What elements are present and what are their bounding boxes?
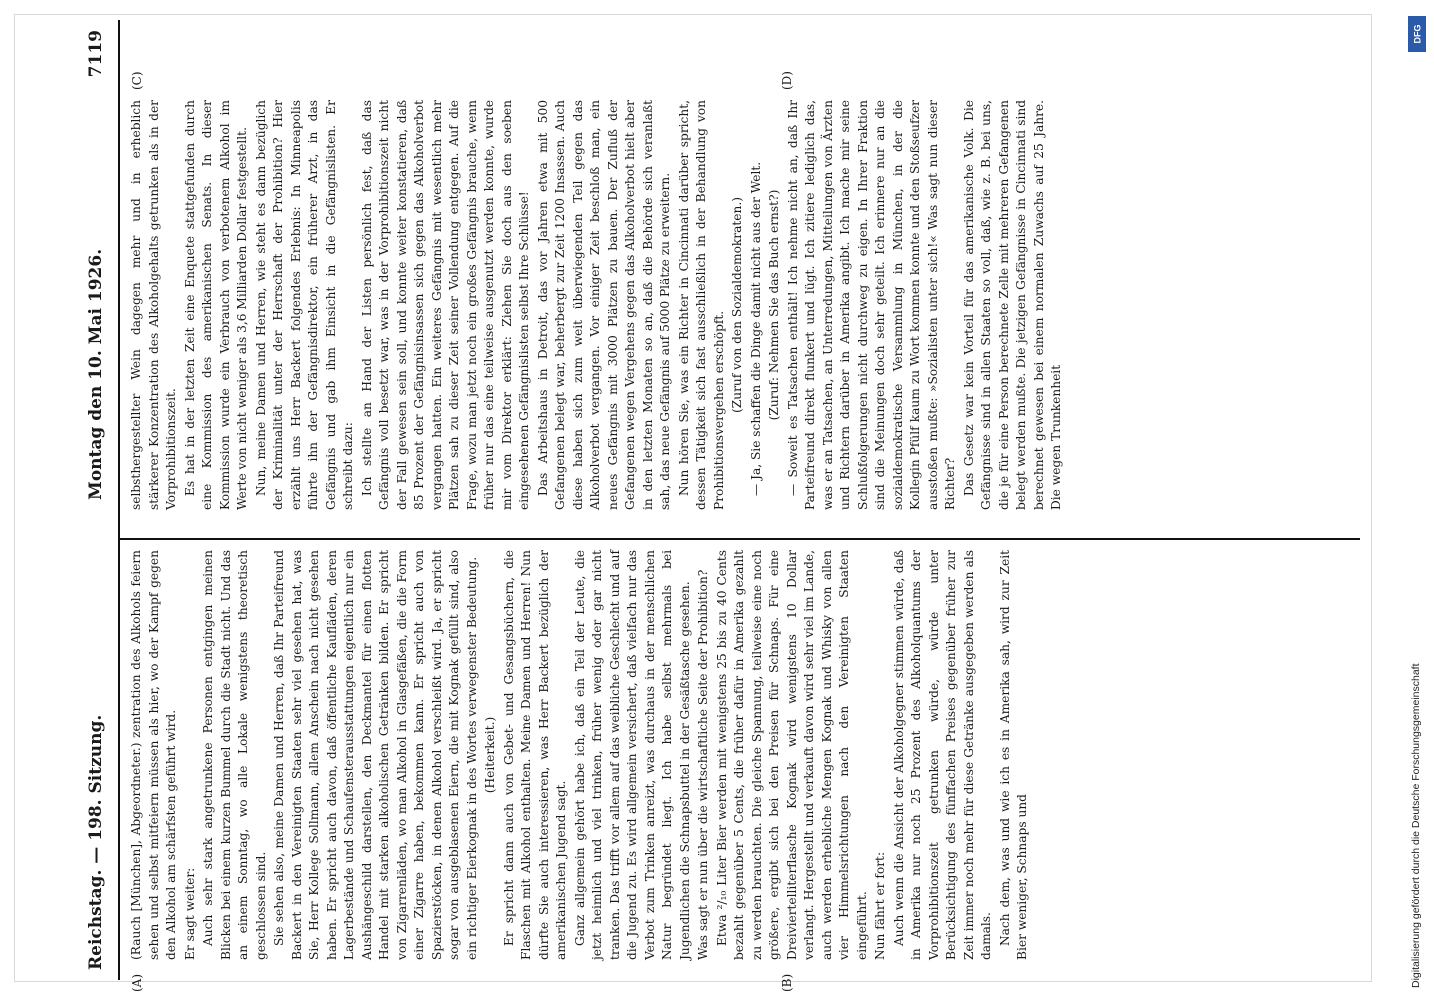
page-number: 7119	[86, 30, 106, 78]
quote-paragraph: Auch wenn die Ansicht der Alkoholgegner stimmen würde, daß in Amerika nur noch 25 Prozent des Alkoholquantums der Vorprohibitionszeit getrunken würde, würde unter Berücksichtigung des fünffachen Preises gegenüber früher zur Zeit immer noch mehr für diese Getränke ausgegeben werden als damals.	[891, 550, 993, 960]
quote-paragraph: Ganz allgemein gehört habe ich, daß ein Teil der Leute, die jetzt heimlich und viel trinken, früher wenig oder gar nicht tranken. Das trifft vor allem auf das weibliche Geschlecht und auf die Jugend zu. Es wird allgemein versichert, daß vielfach nur das Verbot zum Trinken anreizt, was durchaus in der menschlichen Natur begründet liegt. Ich habe selbst mehrmals bei Jugendlichen die Schnapsbuttel in der Gesäßtasche gesehen.	[572, 550, 692, 960]
margin-mark-b: (B)	[780, 973, 794, 992]
interjection: (Zuruf: Nehmen Sie das Buch ernst?)	[767, 189, 781, 421]
margin-mark-d: (D)	[780, 71, 794, 90]
paragraph: Er spricht dann auch von Gebet- und Gesangsbüchern, die Flaschen mit Alkohol enthalten. Meine Damen und Herren! Nun dürfte Sie auch interessieren, was Herr Backert bezüglich der amerikanischen Jugend sagt.	[501, 550, 568, 960]
header-rule	[118, 20, 120, 980]
header-date: Montag den 10. Mai 1926.	[86, 248, 106, 500]
paragraph: Nun, meine Damen und Herren, wie steht es dann bezüglich der Kriminalität unter der Herrschaft der Prohibition? Hier erzählt uns Herr Backert folgendes Erlebnis: In Minneapolis führte ihn der Gefängnisdirektor, ein früherer Arzt, in das Gefängnis und gab ihm Einsicht in die Gefängnislisten. Er schreibt dazu:	[253, 100, 355, 510]
paragraph: — Soweit es Tatsachen enthält! Ich nehme nicht an, daß Ihr Parteifreund direkt flunkert und lügt. Ich zitiere lediglich das, was er an Tatsachen, an Unterredungen, Mitteilungen von Ärzten und Richtern darüber in Amerika angibt. Ich mache mir seine Schlußfolgerungen nicht durchweg zu eigen. In Ihrer Fraktion sind die Meinungen doch sehr geteilt. Ich erinnere nur an die sozialdemokratische Versammlung in München, in der die Kollegin Pfülf kaum zu Wort kommen konnte und den Stoßseufzer ausstoßen mußte: »Sozialisten unter sich!« Was sagt nun dieser Richter?	[785, 100, 957, 510]
rotated-page	[80, 20, 1410, 992]
paragraph: Nun hören Sie, was ein Richter in Cincinnati darüber spricht, dessen Tätigkeit sich fast ausschließlich in der Behandlung von Prohibitionsvergehen erschöpft.	[676, 100, 726, 510]
left-column	[128, 550, 1033, 960]
quote-paragraph: Etwa ²/₁₀ Liter Bier werden mit wenigstens 25 bis zu 40 Cents bezahlt gegenüber 5 Cents, die früher dafür in Amerika gezahlt zu werden brauchten. Die gleiche Spannung, teilweise eine noch größere, ergibt sich bei den Preisen für Schnaps. Für eine Dreiviertelliterflasche Kognak wird wenigstens 10 Dollar verlangt. Hergestellt und verkauft davon wird sehr viel im Lande, auch werden erhebliche Mengen Kognak und Whisky von allen vier Himmelsrichtungen nach den Vereinigten Staaten eingeführt.	[714, 550, 869, 960]
quote-paragraph: selbsthergestellter Wein dagegen mehr und in erheblich stärkerer Konzentration des Alkoholgehalts getrunken als in der Vorprohibitionszeit.	[129, 100, 178, 510]
quote-paragraph: Das Gesetz war kein Vorteil für das amerikanische Volk. Die Gefängnisse sind in allen Staaten so voll, daß, wie z. B. bei uns, die je für eine Person berechnete Zelle mit mehreren Gefangenen belegt werden mußte. Die jetzigen Gefängnisse in Cincinnati sind berechnet gewesen bei einem normalen Zuwachs auf 25 Jahre. Die wegen Trunkenheit	[961, 100, 1063, 510]
page-header	[80, 20, 120, 980]
dfg-logo-text: DFG	[1412, 24, 1422, 44]
right-column	[128, 100, 1067, 510]
margin-mark-c: (C)	[130, 71, 144, 90]
paragraph: (Rauch [München], Abgeordneter.) zentration des Alkohols feiern sehen und selbst mitfeiern müssen als hier, wo der Kampf gegen den Alkohol am schärfsten geführt wird.	[129, 550, 178, 960]
paragraph: Was sagt er nun über die wirtschaftliche Seite der Prohibition?	[696, 569, 710, 960]
quote-paragraph: Nach dem, was und wie ich es in Amerika sah, wird zur Zeit Bier weniger, Schnaps und	[997, 550, 1029, 960]
paragraph: Es hat in der letzten Zeit eine Enquete stattgefunden durch eine Kommission des amerikanischen Senats. In dieser Kommission wurde ein Verbrauch von verbotenem Alkohol im Werte von nicht weniger als 3,6 Milliarden Dollar festgestellt.	[182, 100, 249, 510]
dfg-credit-strip	[1408, 8, 1428, 998]
paragraph: Nun fährt er fort:	[873, 851, 887, 960]
interjection: (Heiterkeit.)	[483, 716, 497, 794]
paragraph: Sie sehen also, meine Damen und Herren, daß Ihr Parteifreund Backert in den Vereinigten Staaten sehr viel gesehen hat, was Sie, Herr Kollege Sollmann, allem Anschein nach nicht gesehen haben. Er spricht auch davon, daß öffentliche Kaufläden, deren Lagerbestände und Schaufensterausstattungen eigentlich nur ein Aushängeschild darstellen, den Deckmantel für einen flotten Handel mit starken alkoholischen Getränken bilden. Er spricht von Zigarrenläden, wo man Alkohol in Glasgefäßen, die die Form einer Zigarre haben, bekommen kann. Er spricht auch von Spazierstöcken, in denen Alkohol verschleißt wird. Ja, er spricht sogar von ausgeblasenen Eiern, die mit Kognak gefüllt sind, also ein richtiger Eierkognak in des Wortes verwegenster Bedeutung.	[272, 550, 479, 960]
paragraph: — Ja, Sie schaffen die Dinge damit nicht aus der Welt.	[748, 161, 763, 496]
header-session: Reichstag. — 198. Sitzung.	[86, 714, 106, 970]
quote-paragraph: Auch sehr stark angetrunkene Personen entgingen meinen Blicken bei einem kurzen Bummel durch die Stadt nicht. Und das an einem Sonntag, wo alle Lokale wenigstens theoretisch geschlossen sind.	[201, 550, 268, 960]
margin-mark-a: (A)	[130, 973, 144, 992]
column-divider	[120, 538, 1360, 540]
interjection: (Zuruf von den Sozialdemokraten.)	[730, 197, 744, 413]
dfg-credit-text: Digitalisierung gefördert durch die Deutsche Forschungsgemeinschaft	[1410, 663, 1422, 988]
quote-paragraph: Das Arbeitshaus in Detroit, das vor Jahren etwa mit 500 Gefangenen belegt war, beherbergt zur Zeit 1200 Insassen. Auch diese haben sich zum weit überwiegenden Teil gegen das Alkoholverbot vergangen. Vor einiger Zeit beschloß man, ein neues Gefängnis mit 3000 Plätzen zu bauen. Der Zufluß der Gefangenen wegen Vergehens gegen das Alkoholverbot hielt aber in den letzten Monaten so an, daß die Behörde sich veranlaßt sah, das neue Gefängnis auf 5000 Plätze zu erweitern.	[535, 100, 672, 510]
quote-paragraph: Ich stellte an Hand der Listen persönlich fest, daß das Gefängnis voll besetzt war, was in der Vorprohibitionszeit nicht der Fall gewesen sein soll, und konnte weiter konstatieren, daß 85 Prozent der Gefängnisinsassen sich gegen das Alkoholverbot vergangen hatten. Ein weiteres Gefängnis mit wesentlich mehr Plätzen sah zu dieser Zeit seiner Vollendung entgegen. Auf die Frage, wozu man jetzt noch ein großes Gefängnis brauche, wenn früher nur das eine teilweise ausgenutzt werden konnte, wurde mir vom Direktor erklärt: Ziehen Sie doch aus den soeben eingesehenen Gefängnislisten selbst Ihre Schlüsse!	[359, 100, 531, 510]
paragraph: Er sagt weiter:	[182, 867, 197, 960]
